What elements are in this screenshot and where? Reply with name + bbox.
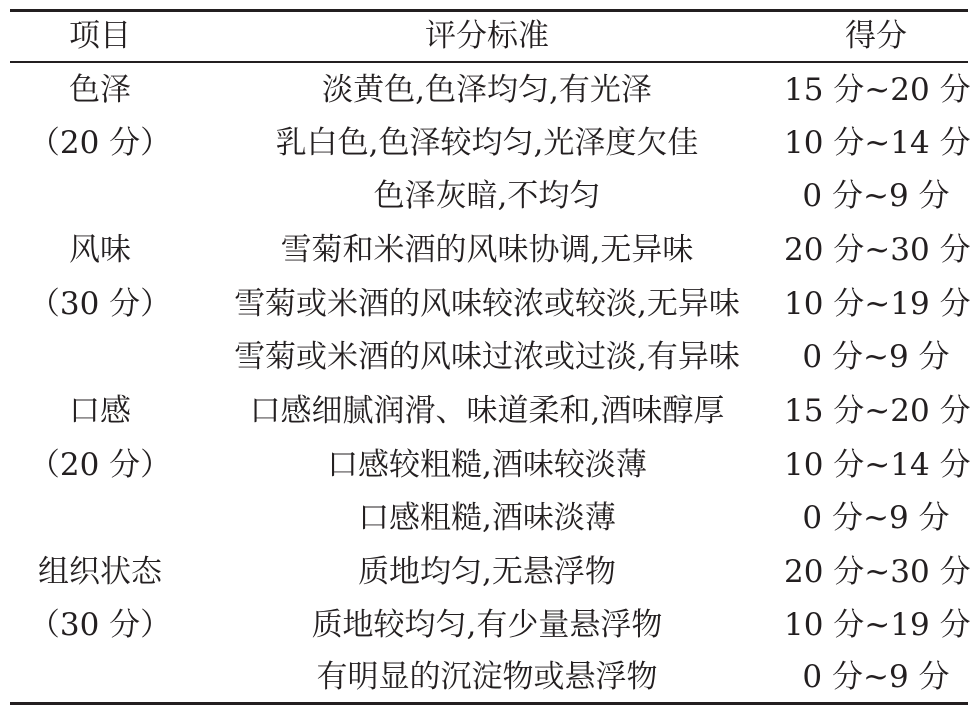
row-score: 10 分~19 分: [784, 286, 971, 322]
row-score: 0 分~9 分: [802, 500, 950, 536]
row-score: 0 分~9 分: [802, 659, 950, 695]
row-item: （30 分）: [28, 607, 172, 643]
table-row: [10, 598, 971, 652]
scoring-table: [10, 9, 971, 709]
row-standard: 口感较粗糙,酒味较淡薄: [327, 447, 647, 483]
row-item: （30 分）: [28, 286, 172, 322]
row-score: 10 分~14 分: [784, 125, 971, 161]
row-standard: 乳白色,色泽较均匀,光泽度欠佳: [275, 125, 699, 161]
row-standard: 雪菊或米酒的风味较浓或较淡,无异味: [234, 286, 740, 322]
row-item: （20 分）: [28, 447, 172, 483]
row-standard: 口感粗糙,酒味淡薄: [358, 500, 616, 536]
header-score: 得分: [845, 18, 907, 54]
header-standard: 评分标准: [425, 18, 549, 54]
row-score: 10 分~14 分: [784, 447, 971, 483]
row-score: 15 分~20 分: [784, 393, 971, 429]
row-standard: 有明显的沉淀物或悬浮物: [316, 659, 658, 695]
row-standard: 质地均匀,无悬浮物: [358, 554, 616, 590]
table-header-row: [10, 9, 968, 63]
table-row: [10, 277, 971, 331]
row-item: 风味: [69, 232, 131, 268]
table-row: [10, 545, 971, 599]
table-row: [10, 491, 968, 545]
row-item: 色泽: [69, 72, 131, 108]
row-item: （20 分）: [28, 125, 172, 161]
row-standard: 色泽灰暗,不均匀: [373, 178, 601, 214]
row-item: 组织状态: [38, 554, 162, 590]
row-score: 20 分~30 分: [784, 232, 971, 268]
row-item: 口感: [69, 393, 131, 429]
row-score: 15 分~20 分: [784, 72, 971, 108]
row-score: 0 分~9 分: [802, 178, 950, 214]
row-score: 20 分~30 分: [784, 554, 971, 590]
row-score: 0 分~9 分: [802, 339, 950, 375]
row-standard: 雪菊和米酒的风味协调,无异味: [280, 232, 694, 268]
table-row: [10, 438, 971, 492]
row-standard: 口感细腻润滑、味道柔和,酒味醇厚: [249, 393, 725, 429]
table-row: [10, 384, 971, 438]
row-standard: 淡黄色,色泽均匀,有光泽: [322, 72, 652, 108]
row-standard: 雪菊或米酒的风味过浓或过淡,有异味: [234, 339, 740, 375]
header-item: 项目: [69, 18, 131, 54]
table-row: [10, 650, 968, 704]
row-standard: 质地较均匀,有少量悬浮物: [311, 607, 663, 643]
table-row: [10, 169, 968, 223]
table-row: [10, 116, 971, 170]
table-row: [10, 63, 971, 117]
table-row: [10, 330, 968, 384]
table-bottom-rule: [10, 702, 968, 705]
row-score: 10 分~19 分: [784, 607, 971, 643]
table-row: [10, 223, 971, 277]
